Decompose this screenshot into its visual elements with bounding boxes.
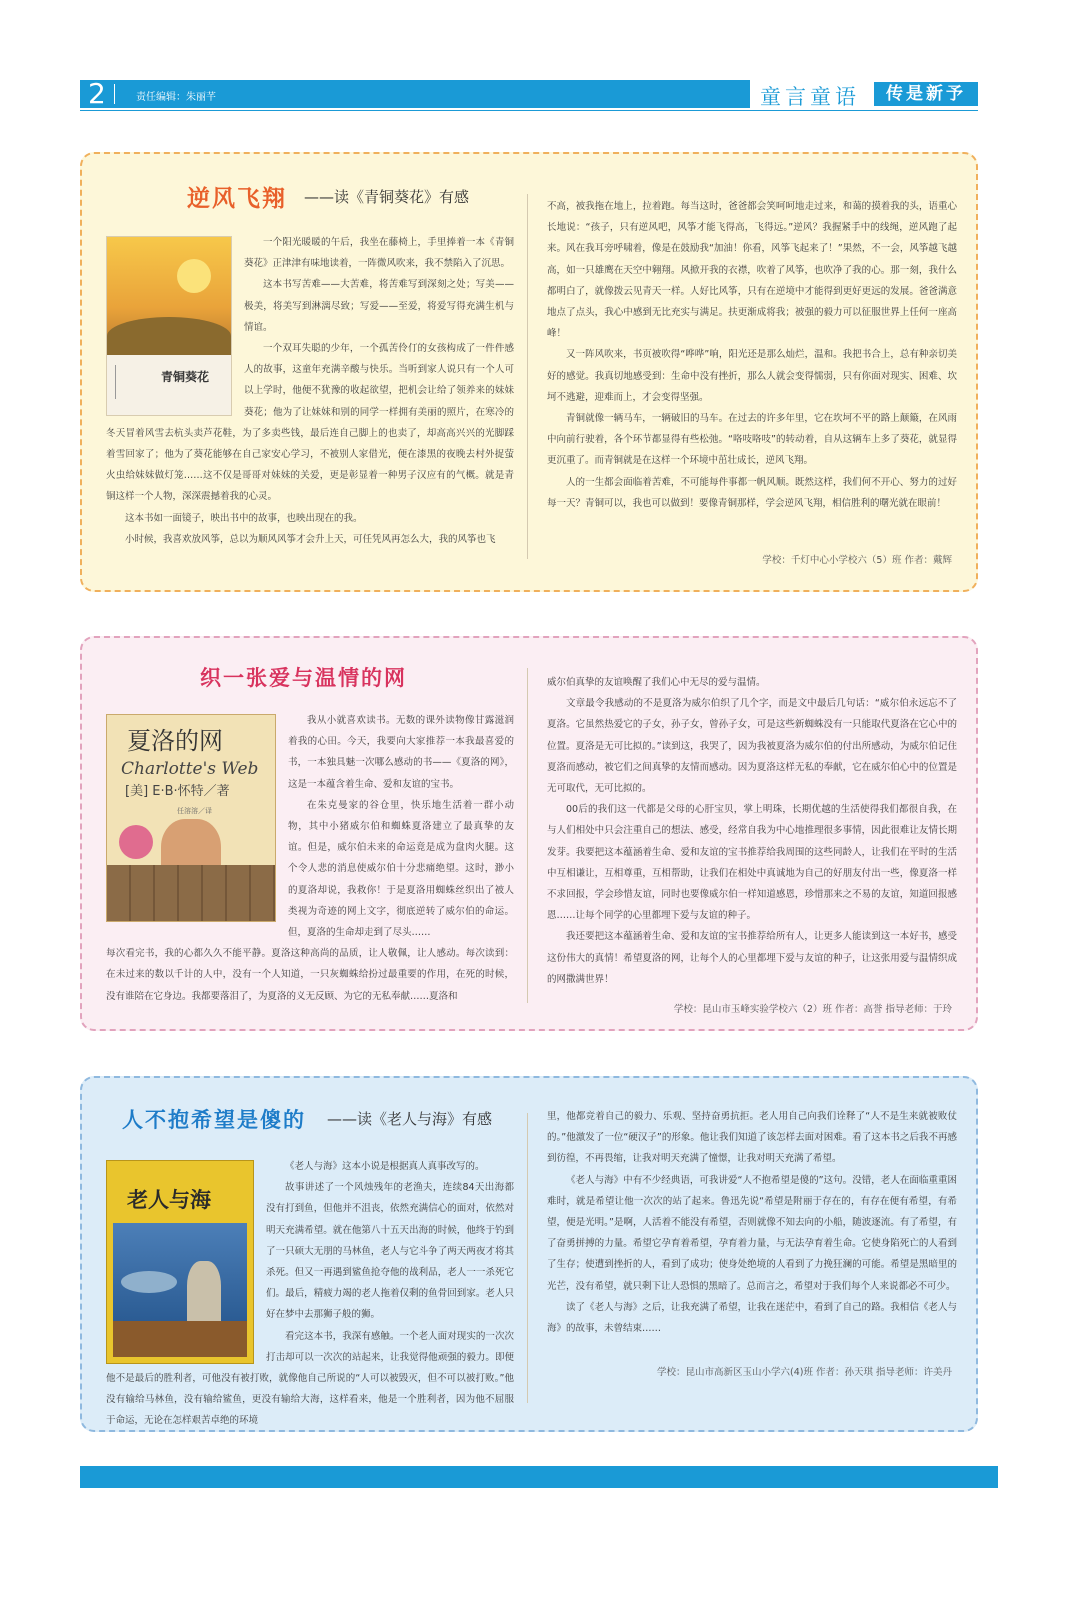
article-title: 逆风飞翔 bbox=[187, 186, 287, 212]
paragraph: 小时候，我喜欢放风筝，总以为顺风风筝才会升上天，可任凭风再怎么大，我的风筝也飞 bbox=[125, 533, 496, 545]
article-charlottes-web bbox=[80, 636, 978, 1031]
cover-sun bbox=[177, 259, 211, 293]
article-subtitle: ——读《老人与海》有感 bbox=[327, 1110, 493, 1128]
paragraph: 我还要把这本蕴涵着生命、爱和友谊的宝书推荐给所有人，让更多人能读到这一本好书，感受这份伟大的真情！希望夏洛的网，让每个人的心里都埋下爱与友谊的种子，让这张用爱与温情织成的网撒满世界！ bbox=[547, 931, 957, 985]
cover-title: 青铜葵花 bbox=[161, 370, 210, 384]
page-number: 2 bbox=[88, 77, 106, 110]
book-cover-image bbox=[106, 714, 276, 922]
header-divider bbox=[114, 84, 115, 104]
cover-title: 夏洛的网 bbox=[127, 727, 223, 755]
paragraph: 看完这本书，我深有感触。一个老人面对现实的一次次打击却可以一次次的站起来，让我觉得他顽强的毅力。即便他不是最后的胜利者，可他没有被打败，就像他自己所说的“人可以被毁灭，但不可以被打败。”他没有输给马林鱼，没有输给鲨鱼，更没有输给大海，这样看来，他是一个胜利者，因为他不屈服于命运，无论在怎样艰苦卓绝的环境 bbox=[106, 1330, 514, 1427]
paragraph: 里，他都竞着自己的毅力、乐观、坚持奋勇抗拒。老人用自己向我们诠释了“人不是生来就被败仗的。”他激发了一位“硬汉子”的形象。他让我们知道了该怎样去面对困难。看了这本书之后我不再感到彷徨，不再畏缩，让我对明天充满了憧憬，让我对明天充满了希望。 bbox=[547, 1111, 957, 1165]
editor-credit: 责任编辑：朱丽芊 bbox=[136, 92, 216, 103]
article-right-column bbox=[547, 196, 957, 514]
cover-title-english: Charlotte's Web bbox=[121, 759, 259, 779]
paragraph: 00后的我们这一代都是父母的心肝宝贝，掌上明珠，长期优越的生活使得我们都很自我，在与人们相处中只会注重自己的想法、感受，经常自我为中心地推理很多事情，因此很难让友情长期发芽。我要把这本蕴涵着生命、爱和友谊的宝书推荐给我周围的这些同龄人，让我们在平时的生活中互相谦让，互相尊重，互相帮助，让我们在相处中真诚地为自己的好朋友付出一些，像夏洛一样不求回报，学会珍惜友谊，同时也要像威尔伯一样知道感恩，珍惜那来之不易的友谊，知道回报感恩……让每个同学的心里都埋下爱与友谊的种子。 bbox=[547, 804, 957, 922]
cover-heart-illustration bbox=[119, 825, 153, 859]
column-divider bbox=[527, 1113, 528, 1403]
author-credit: 学校：昆山市高新区玉山小学六(4)班 作者：孙天琪 指导老师：许美丹 bbox=[657, 1367, 952, 1378]
column-name: 童言童语 bbox=[760, 85, 860, 109]
footer-bar bbox=[80, 1466, 998, 1488]
paragraph: 每次看完书，我的心都久久不能平静。夏洛这种高尚的品质，让人敬佩，让人感动。每次读到：在未过来的数以千计的人中，没有一个人知道，一只灰蜘蛛给扮过最重要的作用，在死的时候，没有谁陪在它身边。我都要落泪了，为夏洛的义无反顾、为它的无私奉献……夏洛和 bbox=[106, 948, 514, 1002]
article-title: 人不抱希望是傻的 bbox=[122, 1108, 306, 1132]
cover-field bbox=[107, 317, 231, 355]
cover-old-man-illustration bbox=[187, 1261, 221, 1323]
paragraph: 青铜就像一辆马车，一辆破旧的马车。在过去的许多年里，它在坎坷不平的路上颠簸，在风雨中向前行驶着，各个环节都显得有些松弛。“咯吱咯吱”的转动着，自从这辆车上多了葵花，就显得更沉重了。而青铜就是在这样一个环境中茁壮成长，逆风飞翔。 bbox=[547, 413, 957, 467]
paragraph: 在朱克曼家的谷仓里，快乐地生活着一群小动物，其中小猪威尔伯和蜘蛛夏洛建立了最真挚的友谊。但是，威尔伯未来的命运竟是成为盘肉火腿。这个令人悲的消息使威尔伯十分悲痛绝望。这时，渺小的夏洛却说，我救你！于是夏洛用蜘蛛丝织出了被人类视为奇迹的网上文字，彻底逆转了威尔伯的命运。但，夏洛的生命却走到了尽头…… bbox=[288, 799, 514, 939]
paragraph: 读了《老人与海》之后，让我充满了希望，让我在迷茫中，看到了自己的路。我相信《老人与海》的故事，未曾结束…… bbox=[547, 1301, 957, 1335]
column-slogan: 传是新予 bbox=[874, 82, 978, 106]
article-right-column bbox=[547, 672, 957, 990]
cover-fence-illustration bbox=[107, 865, 275, 921]
column-divider bbox=[527, 194, 528, 559]
paragraph: 故事讲述了一个风烛残年的老渔夫，连续84天出海都没有打到鱼，但他并不沮丧，依然充满信心的面对，依然对明天充满希望。就在他第八十五天出海的时候，他终于钓到了一只硕大无朋的马林鱼，老人与它斗争了两天两夜才将其杀死。但又一再遇到鲨鱼抢夺他的战利品，老人一一杀死它们。最后，精疲力竭的老人拖着仅剩的鱼骨回到家。老人只好在梦中去那狮子般的狮。 bbox=[266, 1182, 514, 1321]
article-left-column bbox=[106, 710, 514, 1007]
cover-boat-illustration bbox=[113, 1321, 247, 1357]
paragraph: 威尔伯真挚的友谊唤醒了我们心中无尽的爱与温情。 bbox=[547, 677, 766, 688]
page-header bbox=[80, 77, 978, 110]
book-cover-image bbox=[106, 236, 232, 416]
paragraph: 这本书写苦难——大苦难，将苦难写到深刻之处；写美——极美，将美写到淋漓尽致；写爱——至爱，将爱写得充满生机与情谊。 bbox=[244, 279, 514, 333]
article-subtitle: ——读《青铜葵花》有感 bbox=[304, 188, 470, 206]
paragraph: 我从小就喜欢读书。无数的课外读物像甘露滋润着我的心田。今天，我要向大家推荐一本我最喜爱的书，一本独具魅一次哪么感动的书——《夏洛的网》，这是一本蕴含着生命、爱和友谊的宝书。 bbox=[288, 715, 514, 790]
paragraph: 又一阵风吹来，书页被吹得“哗哗”响，阳光还是那么灿烂，温和。我把书合上，总有种亲切美好的感觉。我真切地感受到：生命中没有挫折，那么人就会变得懦弱，只有你面对现实、困难、坎坷不逃避，迎难而上，才会变得坚强。 bbox=[547, 349, 957, 403]
paragraph: 一个双耳失聪的少年，一个孤苦伶仃的女孩构成了一件件感人的故事，这童年充满辛酸与快乐。当听到家人说只有一个人可以上学时，他便不犹豫的收起欲望，把机会让给了领养来的妹妹葵花；他为了让妹妹和别的同学一样拥有美丽的照片，在寒冷的冬天冒着风雪去杭头卖芦花鞋，为了多卖些钱，最后连自己脚上的也卖了，却高高兴兴的光脚踩着雪回家了；他为了葵花能够在自己家安心学习，不被别人家借光，便在漆黑的夜晚去村外捉萤火虫给妹妹做灯笼……这不仅是哥哥对妹妹的关爱，更是彰显着一种男子汉应有的气概。就是青铜这样一个人物，深深震撼着我的心灵。 bbox=[106, 343, 514, 503]
cover-author: [美] E·B·怀特／著 bbox=[125, 784, 230, 799]
paragraph: 文章最令我感动的不是夏洛为威尔伯织了几个字，而是文中最后几句话：“威尔伯永远忘不了夏洛。它虽然热爱它的子女，孙子女，曾孙子女，可是这些新蜘蛛没有一只能取代夏洛在它心中的位置。夏洛是无可比拟的。”读到这，我哭了，因为我被夏洛为威尔伯的付出所感动，为威尔伯记住夏洛而感动，被它们之间真挚的友情而感动。因为夏洛这样无私的奉献，它在威尔伯心中的位置是无可取代，无可比拟的。 bbox=[547, 698, 957, 795]
author-credit: 学校：千灯中心小学校六（5）班 作者：戴辉 bbox=[762, 555, 952, 566]
paragraph: 一个阳光暖暖的午后，我坐在藤椅上，手里捧着一本《青铜葵花》正津津有味地读着，一阵微风吹来，我不禁陷入了沉思。 bbox=[244, 237, 514, 270]
cover-title: 老人与海 bbox=[127, 1187, 211, 1212]
author-credit: 学校：昆山市玉峰实验学校六（2）班 作者：高誉 指导老师：于玲 bbox=[673, 1004, 952, 1015]
cover-fish-illustration bbox=[121, 1271, 177, 1293]
paragraph: 这本书如一面镜子，映出书中的故事，也映出现在的我。 bbox=[125, 512, 363, 524]
header-rule bbox=[80, 110, 978, 111]
paragraph: 《老人与海》中有不少经典语，可我讲爱“人不抱希望是傻的”这句。没错，老人在面临重重困难时，就是希望让他一次次的站了起来。鲁迅先说“希望是附丽于存在的，有存在便有希望，有希望，便是光明。”是啊，人活着不能没有希望，否则就像不知去向的小船，随波逐流。有了希望，有了奋勇拼搏的力量。希望它孕育着希望，孕育着力量，与无法孕育着生命。它使身陷死亡的人看到了生存；使遭到挫折的人，看到了成功；使身处绝境的人看到了力挽狂澜的可能。希望是黑暗里的光芒，没有希望，就只剩下让人恐惧的黑暗了。总而言之，希望对于我们每个人来说都必不可少。 bbox=[547, 1174, 957, 1292]
cover-translator: 任溶溶／译 bbox=[177, 807, 212, 815]
article-green-bronze-sunflower bbox=[80, 152, 978, 592]
paragraph: 人的一生都会面临着苦难，不可能每件事都一帆风顺。既然这样，我们何不开心、努力的过好每一天？青铜可以，我也可以做到！要像青铜那样，学会逆风飞翔，相信胜利的曙光就在眼前！ bbox=[547, 476, 957, 509]
article-right-column bbox=[547, 1106, 957, 1339]
paragraph: 《老人与海》这本小说是根据真人真事改写的。 bbox=[285, 1161, 485, 1172]
paragraph: 不高，被我拖在地上，拉着跑。每当这时，爸爸都会笑呵呵地走过来，和蔼的摸着我的头，语重心长地说：“孩子，只有逆风吧，风筝才能飞得高，飞得远。”逆风？我握紧手中的线绳，逆风跑了起来。风在我耳旁呼啸着，像是在鼓励我“加油！你看，风筝飞起来了！”果然，不一会，风筝越飞越高，如一只雄鹰在天空中翱翔。风掀开我的衣襟，吹着了风筝，也吹净了我的心。那一刻，我什么都明白了，就像拨云见青天一样。人好比风筝，只有在逆境中才能得到更好更远的发展。爸爸满意地点了点头，我心中感到无比充实与满足。扶更渐成将我；被强的毅力可以征服世界上任何一座高峰！ bbox=[547, 201, 957, 340]
book-cover-image bbox=[106, 1160, 254, 1364]
article-old-man-and-the-sea bbox=[80, 1076, 978, 1432]
article-left-column bbox=[106, 1156, 514, 1432]
column-divider bbox=[527, 668, 528, 1003]
article-title: 织一张爱与温情的网 bbox=[200, 666, 407, 690]
header-bar bbox=[80, 77, 750, 110]
article-left-column bbox=[106, 232, 514, 550]
